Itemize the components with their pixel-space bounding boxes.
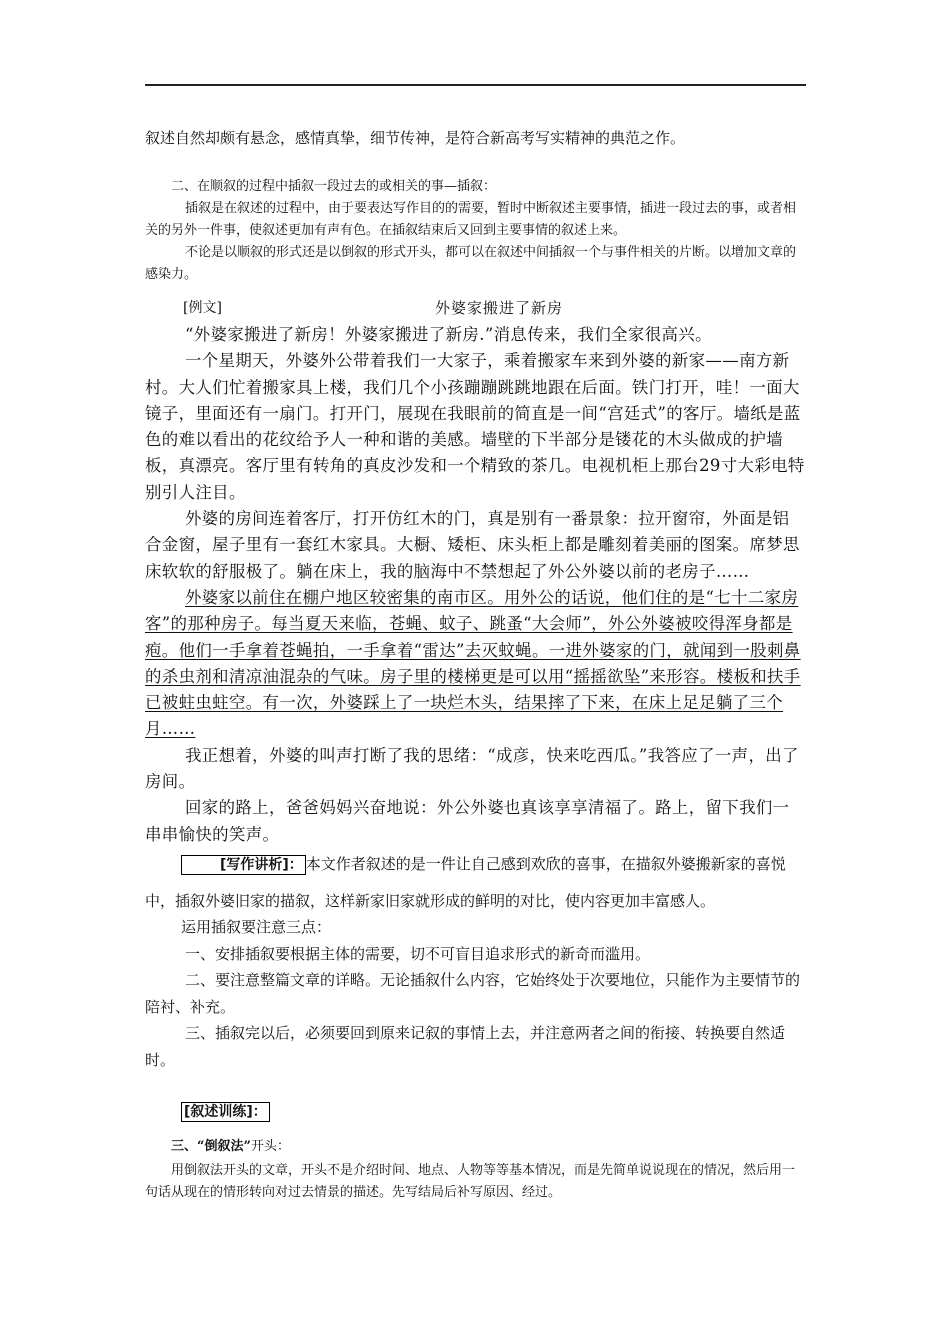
intro-text: 叙述自然却颇有悬念，感情真挚，细节传神，是符合新高考写实精神的典范之作。 <box>145 129 686 147</box>
section-3-heading-bold: 三、“倒叙法” <box>171 1139 251 1154</box>
example-para-5: 我正想着，外婆的叫声打断了我的思绪：“成彦，快来吃西瓜。”我答应了一声，出了房间。 <box>145 745 799 792</box>
note-item-1: 一、安排插叙要根据主体的需要，切不可盲目追求形式的新奇而滥用。 <box>185 944 651 963</box>
example-para-6: 回家的路上，爸爸妈妈兴奋地说：外公外婆也真该享享清福了。路上，留下我们一串串愉快的笑声。 <box>145 798 790 844</box>
insertion-notes <box>145 914 806 1073</box>
example-para-1: “外婆家搬进了新房！外婆家搬进了新房.”消息传来，我们全家很高兴。 <box>185 325 712 344</box>
section-3-para: 用倒叙法开头的文章，开头不是介绍时间、地点、人物等等基本情况，而是先简单说说现在的情况，然后用一句话从现在的情形转向对过去情景的描述。先写结局后补写原因、经过。 <box>145 1163 796 1200</box>
notes-heading: 运用插叙要注意三点： <box>181 918 332 936</box>
section-3-heading <box>145 1136 806 1158</box>
section-2-para-2: 不论是以顺叙的形式还是以倒叙的形式开头，都可以在叙述中间插叙一个与事件相关的片断。以增加文章的感染力。 <box>145 245 797 282</box>
example-title: 外婆家搬进了新房 <box>435 299 564 317</box>
section-2 <box>145 176 806 286</box>
section-3-heading-rest: 开头： <box>250 1139 290 1154</box>
header-rule <box>145 84 806 86</box>
example-title-row <box>145 296 806 320</box>
training-section <box>145 1101 806 1122</box>
training-label: [叙述训练]： <box>181 1102 270 1122</box>
example-article <box>145 296 806 848</box>
section-2-para-1: 插叙是在叙述的过程中，由于要表达写作目的的需要，暂时中断叙述主要事情，插进一段过去的事，或者相关的另外一件事，使叙述更加有声有色。在插叙结束后又回到主要事情的叙述上来。 <box>145 201 797 238</box>
example-para-3: 外婆的房间连着客厅，打开仿红木的门，真是别有一番景象：拉开窗帘，外面是铝合金窗，屋子里有一套红木家具。大橱、矮柜、床头柜上都是雕刻着美丽的图案。席梦思床软软的舒服极了。躺在床上，我的脑海中不禁想起了外公外婆以前的老房子…… <box>145 509 800 581</box>
example-body <box>145 322 806 848</box>
example-para-2: 一个星期天，外婆外公带着我们一大家子，乘着搬家车来到外婆的新家——南方新村。大人们忙着搬家具上楼，我们几个小孩蹦蹦跳跳地跟在后面。铁门打开，哇！一面大镜子，里面还有一扇门。打开门，展现在我眼前的简直是一间“宫廷式”的客厅。墙纸是蓝色的难以看出的花纹给予人一种和谐的美感。墙壁的下半部分是镂花的木头做成的护墙板，真漂亮。客厅里有转角的真皮沙发和一个精致的茶几。电视机柜上那台29寸大彩电特别引人注目。 <box>145 351 805 502</box>
example-label: [例文] <box>183 300 222 316</box>
example-para-4-flashback: 外婆家以前住在棚户地区较密集的南市区。用外公的话说，他们住的是“七十二家房客”的那种房子。每当夏天来临，苍蝇、蚊子、跳蚤“大会师”，外公外婆被咬得浑身都是疱。他们一手拿着苍蝇拍，一手拿着“雷达”去灭蚊蝇。一进外婆家的门，就闻到一股刺鼻的杀虫剂和清凉油混杂的气味。房子里的楼梯更是可以用“摇摇欲坠”来形容。楼板和扶手已被蛀虫蛀空。有一次，外婆踩上了一块烂木头，结果摔了下来，在床上足足躺了三个月…… <box>145 587 801 739</box>
section-3 <box>145 1136 806 1204</box>
section-2-heading: 二、在顺叙的过程中插叙一段过去的或相关的事—插叙： <box>171 179 497 194</box>
writing-analysis <box>145 846 806 920</box>
analysis-text: 本文作者叙述的是一件让自己感到欢欣的喜事，在描叙外婆搬新家的喜悦中，插叙外婆旧家的描叙，这样新家旧家就形成的鲜明的对比，使内容更加丰富感人。 <box>145 855 786 910</box>
note-item-2: 二、要注意整篇文章的详略。无论插叙什么内容，它始终处于次要地位，只能作为主要情节的陪衬、补充。 <box>145 971 801 1016</box>
intro-sentence <box>145 124 806 152</box>
note-item-3: 三、插叙完以后，必须要回到原来记叙的事情上去，并注意两者之间的衔接、转换要自然适时。 <box>145 1024 786 1069</box>
analysis-label: [写作讲析]： <box>181 855 306 875</box>
